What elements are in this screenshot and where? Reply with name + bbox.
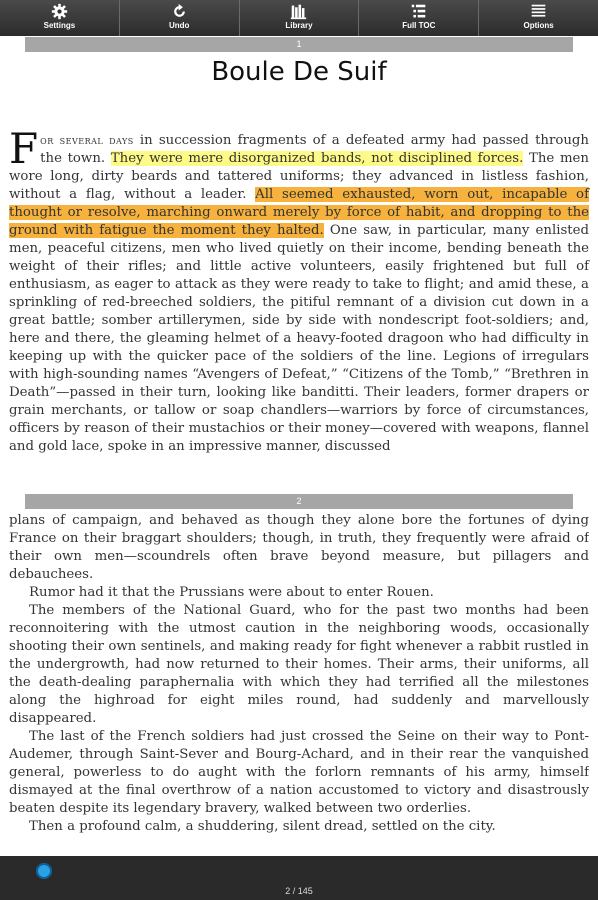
small-caps-lead: or several days — [40, 134, 134, 147]
text-segment: The men wore long, dirty beards and tattered uniforms; they advanced in listless fashion, without a flag, without a leader. — [9, 151, 589, 202]
highlight-orange[interactable]: All seemed exhausted, worn out, incapable of thought or resolve, marching onward merely by force of habit, and dropping to the ground with fatigue the moment they halted. — [9, 187, 589, 238]
library-label: Library — [285, 21, 313, 30]
options-button[interactable] — [479, 0, 598, 36]
settings-button[interactable] — [0, 0, 120, 36]
settings-label: Settings — [43, 21, 76, 30]
options-icon — [530, 3, 547, 20]
toolbar — [0, 0, 598, 36]
full-toc-button[interactable] — [359, 0, 479, 36]
paragraph: The last of the French soldiers had just crossed the Seine on their way to Pont-Audemer, through Saint-Sever and Bourg-Achard, and in their rear the vanquished general, powerless to do aught with the forlorn remnants of his army, himself dismayed at the final overthrow of a nation accustomed to victory and disastrously beaten despite its legendary bravery, walked between two orderlies. — [9, 729, 589, 816]
chapter-paragraph — [9, 124, 589, 456]
text-segment: One saw, in particular, many enlisted men, peaceful citizens, men who lived quietly on their income, bending beneath the weight of their rifles; and little active volunteers, easily frightened but full of enthusiasm, as eager to attack as they were ready to take to flight; and amid these, a sprinkling of red-breeched soldiers, the pitiful remnant of a division cut down in a great battle; somber artillerymen, side by side with nondescript foot-soldiers; and, here and there, the gleaming helmet of a heavy-footed dragoon who had difficulty in keeping up with the quicker pace of the soldiers of the line. Legions of irregulars with high-sounding names “Avengers of Defeat,” “Citizens of the Tomb,” “Brethren in Death”—passed in their turn, looking like banditti. Their leaders, former drapers or grain merchants, or tallow or soap chandlers—warriors by force of circumstances, officers by reason of their mustachios or their money—covered with weapons, flannel and gold lace, spoke in an impressive manner, discussed — [9, 223, 589, 454]
book-title: Boule De Suif — [211, 57, 387, 87]
highlight-yellow[interactable]: They were mere disorganized bands, not disciplined forces. — [110, 151, 524, 166]
toc-icon — [410, 3, 427, 20]
paragraph: The members of the National Guard, who for the past two months had been reconnoitering with the utmost caution in the neighboring woods, occasionally shooting their own sentinels, and making ready for fight whenever a rabbit rustled in the undergrowth, had now returned to their homes. Their arms, their uniforms, all the death-dealing paraphernalia with which they had terrified all the milestones along the highroad for eight miles round, had suddenly and marvellously disappeared. — [9, 603, 589, 726]
full-toc-label: Full TOC — [402, 21, 436, 30]
page-progress: 2 / 145 — [285, 886, 313, 896]
text-segment: in succession fragments of a defeated army had passed through the town. — [40, 133, 589, 166]
library-button[interactable] — [240, 0, 360, 36]
gear-icon — [51, 3, 68, 20]
drop-cap: F — [9, 124, 39, 173]
paragraph: plans of campaign, and behaved as though they alone bore the fortunes of dying France on their braggart shoulders; though, in truth, they frequently were afraid of their own men—scoundrels often brave beyond measure, but pillagers and debauchees. — [9, 513, 589, 582]
page-2-text — [9, 512, 589, 856]
page-marker-2: 2 — [25, 494, 573, 509]
page-marker-1: 1 — [25, 37, 573, 52]
undo-button[interactable] — [120, 0, 240, 36]
options-label: Options — [523, 21, 554, 30]
navigation-dot-icon[interactable] — [36, 863, 52, 879]
undo-label: Undo — [168, 21, 190, 30]
undo-icon — [171, 3, 188, 20]
paragraph: Then a profound calm, a shuddering, silent dread, settled on the city. — [29, 819, 496, 834]
library-icon — [290, 3, 307, 20]
paragraph: Rumor had it that the Prussians were about to enter Rouen. — [29, 585, 434, 600]
